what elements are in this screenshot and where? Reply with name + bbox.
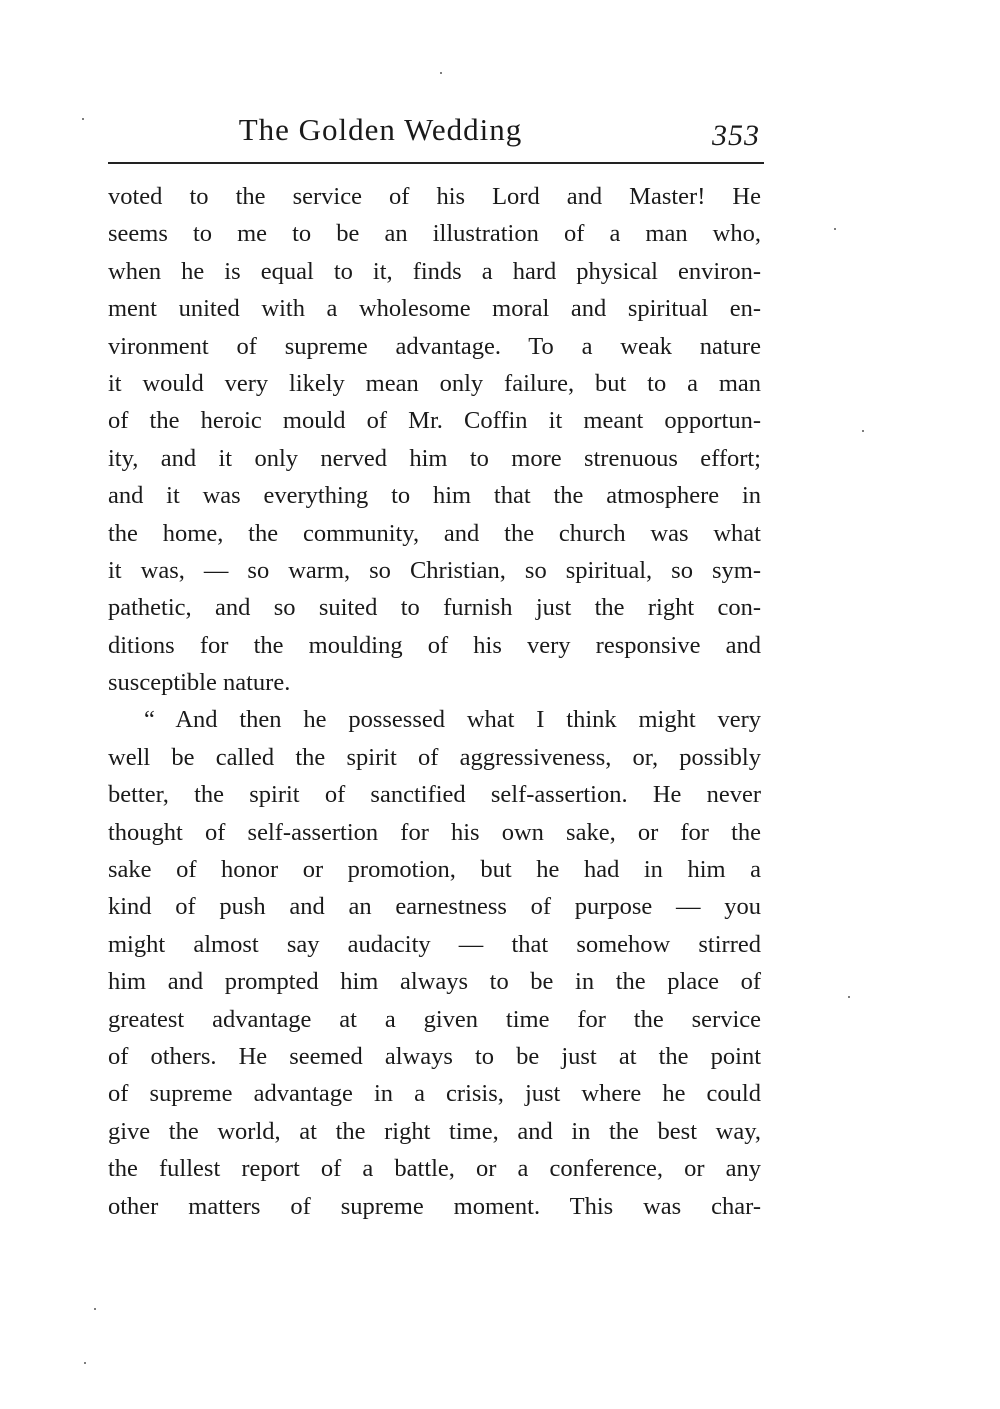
speck: [82, 118, 84, 120]
header-rule: [108, 162, 764, 164]
text-line: it would very likely mean only failure, but to a man: [108, 369, 761, 397]
text-line: and it was everything to him that the atmosphere in: [108, 482, 761, 510]
text-line: might almost say audacity — that somehow stirred: [108, 930, 761, 958]
speck: [84, 1362, 86, 1364]
running-title: The Golden Wedding: [238, 112, 523, 147]
paragraph: [108, 178, 761, 701]
text-line: ditions for the moulding of his very responsive and: [108, 631, 761, 659]
text-line: “ And then he possessed what I think might very: [144, 706, 761, 734]
running-head: [108, 108, 764, 152]
text-line: of the heroic mould of Mr. Coffin it meant opportun-: [108, 407, 761, 435]
text-line: pathetic, and so suited to furnish just the right con-: [108, 594, 761, 622]
speck: [94, 1308, 96, 1310]
text-line: the fullest report of a battle, or a conference, or any: [108, 1155, 761, 1183]
text-line: it was, — so warm, so Christian, so spiritual, so sym-: [108, 556, 761, 584]
page-number: 353: [712, 119, 760, 152]
text-line: seems to me to be an illustration of a man who,: [108, 220, 761, 248]
text-line: ment united with a wholesome moral and spiritual en-: [108, 295, 761, 323]
text-line: him and prompted him always to be in the place of: [108, 968, 761, 996]
speck: [848, 996, 850, 998]
text-line: ity, and it only nerved him to more strenuous effort;: [108, 444, 761, 472]
text-line: thought of self-assertion for his own sake, or for the: [108, 818, 761, 846]
text-line: kind of push and an earnestness of purpose — you: [108, 893, 761, 921]
speck: [862, 430, 864, 432]
text-line: when he is equal to it, finds a hard physical environ-: [108, 257, 761, 285]
text-line: the home, the community, and the church was what: [108, 519, 761, 547]
text-line: of others. He seemed always to be just at the point: [108, 1042, 761, 1070]
text-line: other matters of supreme moment. This was char-: [108, 1192, 761, 1220]
text-line: better, the spirit of sanctified self-assertion. He never: [108, 781, 761, 809]
paragraph: [108, 701, 761, 1224]
text-line: voted to the service of his Lord and Master! He: [108, 183, 761, 210]
speck: [834, 228, 836, 230]
text-line: vironment of supreme advantage. To a weak nature: [108, 332, 761, 360]
body-text: [108, 178, 761, 1225]
text-line: greatest advantage at a given time for the service: [108, 1005, 761, 1033]
text-line: sake of honor or promotion, but he had in him a: [108, 856, 761, 884]
speck: [440, 72, 442, 74]
text-line: give the world, at the right time, and in the best way,: [108, 1117, 761, 1145]
text-line: well be called the spirit of aggressiveness, or, possibly: [108, 743, 761, 771]
text-line: susceptible nature.: [108, 669, 291, 697]
text-line: of supreme advantage in a crisis, just where he could: [108, 1080, 761, 1108]
